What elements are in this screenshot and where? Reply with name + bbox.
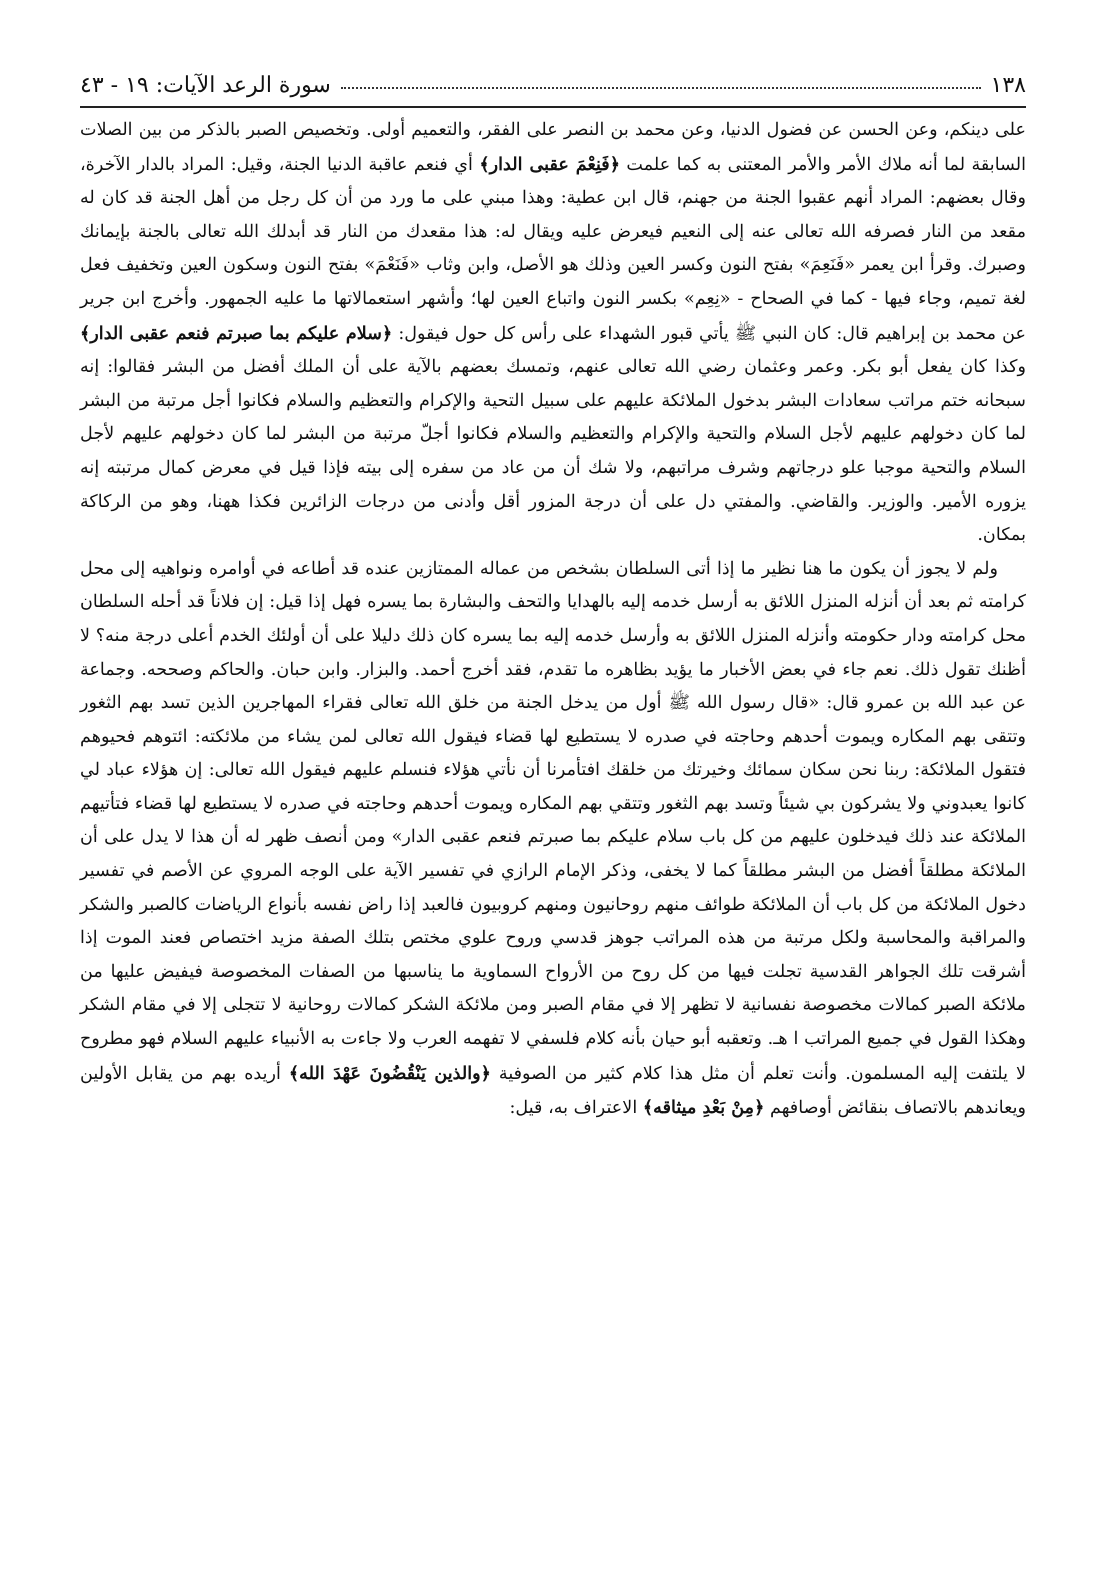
header-rule <box>80 106 1026 108</box>
quran-quote: ﴿مِنْ بَعْدِ ميثاقه﴾ <box>642 1097 765 1119</box>
paragraph-2 <box>80 553 1026 1126</box>
paragraph-1-text-2: أي فنعم عاقبة الدنيا الجنة، وقيل: المراد بالدار الآخرة، وقال بعضهم: المراد أنهم عقبوا الجنة من جهنم، قال ابن عطية: وهذا مبني على ما ورد من أن كل رجل من أهل الجنة قد كان له مقعد من النار فصرفه الله تعالى عنه إلى النعيم فيعرض عليه ويقال له: هذا مقعدك من النار قد أبدلك الله تعالى بالجنة بإيمانك وصبرك. وقرأ ابن يعمر «فَنَعِمَ» بفتح النون وكسر العين وذلك هو الأصل، وابن وثاب «فَنَعْمَ» بفتح النون وسكون العين وتخفيف فعل لغة تميم، وجاء فيها - كما في الصحاح - «نِعِم» بكسر النون واتباع العين لها؛ وأشهر استعمالاتها ما عليه الجمهور. وأخرج ابن جرير عن محمد بن إبراهيم قال: كان النبي ﷺ يأتي قبور الشهداء على رأس كل حول فيقول: <box>80 154 1026 344</box>
quran-quote: ﴿سلام عليكم بما صبرتم فنعم عقبى الدار﴾ <box>80 322 393 344</box>
paragraph-2-text-3: الاعتراف به، قيل: <box>509 1098 643 1119</box>
running-header <box>80 58 1026 98</box>
header-title: سورة الرعد الآيات: ١٩ - ٤٣ <box>80 73 331 98</box>
paragraph-1 <box>80 114 1026 553</box>
paragraph-1-text-1: على دينكم، وعن الحسن عن فضول الدنيا، وعن محمد بن النصر على الفقر، والتعميم أولى. وتخصيص الصبر بالذكر من بين الصلات السابقة لما أنه ملاك الأمر والأمر المعتنى به كما علمت <box>80 120 1027 175</box>
quran-quote: ﴿فَنِعْمَ عقبى الدار﴾ <box>479 153 621 175</box>
page-number: ١٣٨ <box>990 73 1026 98</box>
paragraph-1-text-3: وكذا كان يفعل أبو بكر. وعمر وعثمان رضي الله تعالى عنهم، وتمسك بعضهم بالآية على أن الملك أفضل من البشر فقالوا: إنه سبحانه ختم مراتب سعادات البشر بدخول الملائكة عليهم على سبيل التحية والإكرام والتعظيم والسلام فكانوا أجل مرتبة من البشر لما كان دخولهم عليهم لأجل السلام والتحية والإكرام والتعظيم والسلام فكانوا أجلّ مرتبة من البشر لما كان دخولهم عليهم لأجل السلام والتحية موجبا علو درجاتهم وشرف مراتبهم، ولا شك أن من عاد من سفره إلى بيته فإذا قيل في معرض كمال مرتبته إنه يزوره الأمير. والوزير. والقاضي. والمفتي دل على أن درجة المزور أقل وأدنى من درجات الزائرين فكذا ههنا، وهو من الركاكة بمكان. <box>80 357 1026 546</box>
paragraph-2-text-1: ولم لا يجوز أن يكون ما هنا نظير ما إذا أتى السلطان بشخص من عماله الممتازين عنده قد أطاعه في أوامره ونواهيه إلى محل كرامته ثم بعد أن أنزله المنزل اللائق به أرسل خدمه إليه بالهدايا والتحف والبشارة بما يسره فهل إذا قيل: إن فلاناً قد أحله السلطان محل كرامته ودار حكومته وأنزله المنزل اللائق به وأرسل خدمه إليه بما يسره كان ذلك دليلا على أن أولئك الخدم أعلى درجة منه؟ لا أظنك تقول ذلك. نعم جاء في بعض الأخبار ما يؤيد بظاهره ما تقدم، فقد أخرج أحمد. والبزار. وابن حبان. والحاكم وصححه. وجماعة عن عبد الله بن عمرو قال: «قال رسول الله ﷺ أول من يدخل الجنة من خلق الله تعالى فقراء المهاجرين الذين تسد بهم الثغور وتتقى بهم المكاره ويموت أحدهم وحاجته في صدره لا يستطيع لها قضاء فيقول الله تعالى لمن يشاء من ملائكته: ائتوهم فحيوهم فتقول الملائكة: ربنا نحن سكان سمائك وخيرتك من خلقك افتأمرنا أن نأتي هؤلاء فنسلم عليهم فيقول الله تعالى: إن هؤلاء عباد لي كانوا يعبدوني ولا يشركون بي شيئاً وتسد بهم الثغور وتتقي بهم المكاره ويموت أحدهم وحاجته في صدره لا يستطيع لها قضاء فتأتيهم الملائكة عند ذلك فيدخلون عليهم من كل باب سلام عليكم بما صبرتم فنعم عقبى الدار» ومن أنصف ظهر له أن هذا لا يدل على أن الملائكة مطلقاً أفضل من البشر مطلقاً كما لا يخفى، وذكر الإمام الرازي في تفسير الآية على الوجه المروي عن الأصم في تفسير دخول الملائكة من كل باب أن الملائكة طوائف منهم روحانيون ومنهم كروبيون فالعبد إذا راض نفسه بأنواع الرياضات كالصبر والشكر والمراقبة والمحاسبة ولكل مرتبة من هذه المراتب جوهز قدسي وروح علوي مختص بتلك الصفة مزيد اختصاص فعند الموت إذا أشرقت تلك الجواهر القدسية تجلت فيها من كل روح من الأرواح السماوية ما يناسبها من الصفات المخصوصة فيفيض عليها من ملائكة الصبر كمالات مخصوصة نفسانية لا تظهر إلا في مقام الصبر ومن ملائكة الشكر كمالات روحانية لا تتجلى إلا في مقام الشكر وهكذا القول في جميع المراتب ا هـ. وتعقبه أبو حيان بأنه كلام فلسفي لا تفهمه العرب ولا جاءت به الأنبياء عليهم السلام فهو مطروح لا يلتفت إليه المسلمون. وأنت تعلم أن مثل هذا كلام كثير من الصوفية <box>80 558 1027 1084</box>
paragraph-2-text-2: أريده بهم من يقابل الأولين ويعاندهم بالاتصاف بنقائض أوصافهم <box>80 1063 1026 1119</box>
quran-quote: ﴿والذين يَنْقُضُونَ عَهْدَ الله﴾ <box>288 1062 491 1084</box>
header-dot-leader <box>341 86 981 89</box>
body-text <box>80 114 1026 1126</box>
